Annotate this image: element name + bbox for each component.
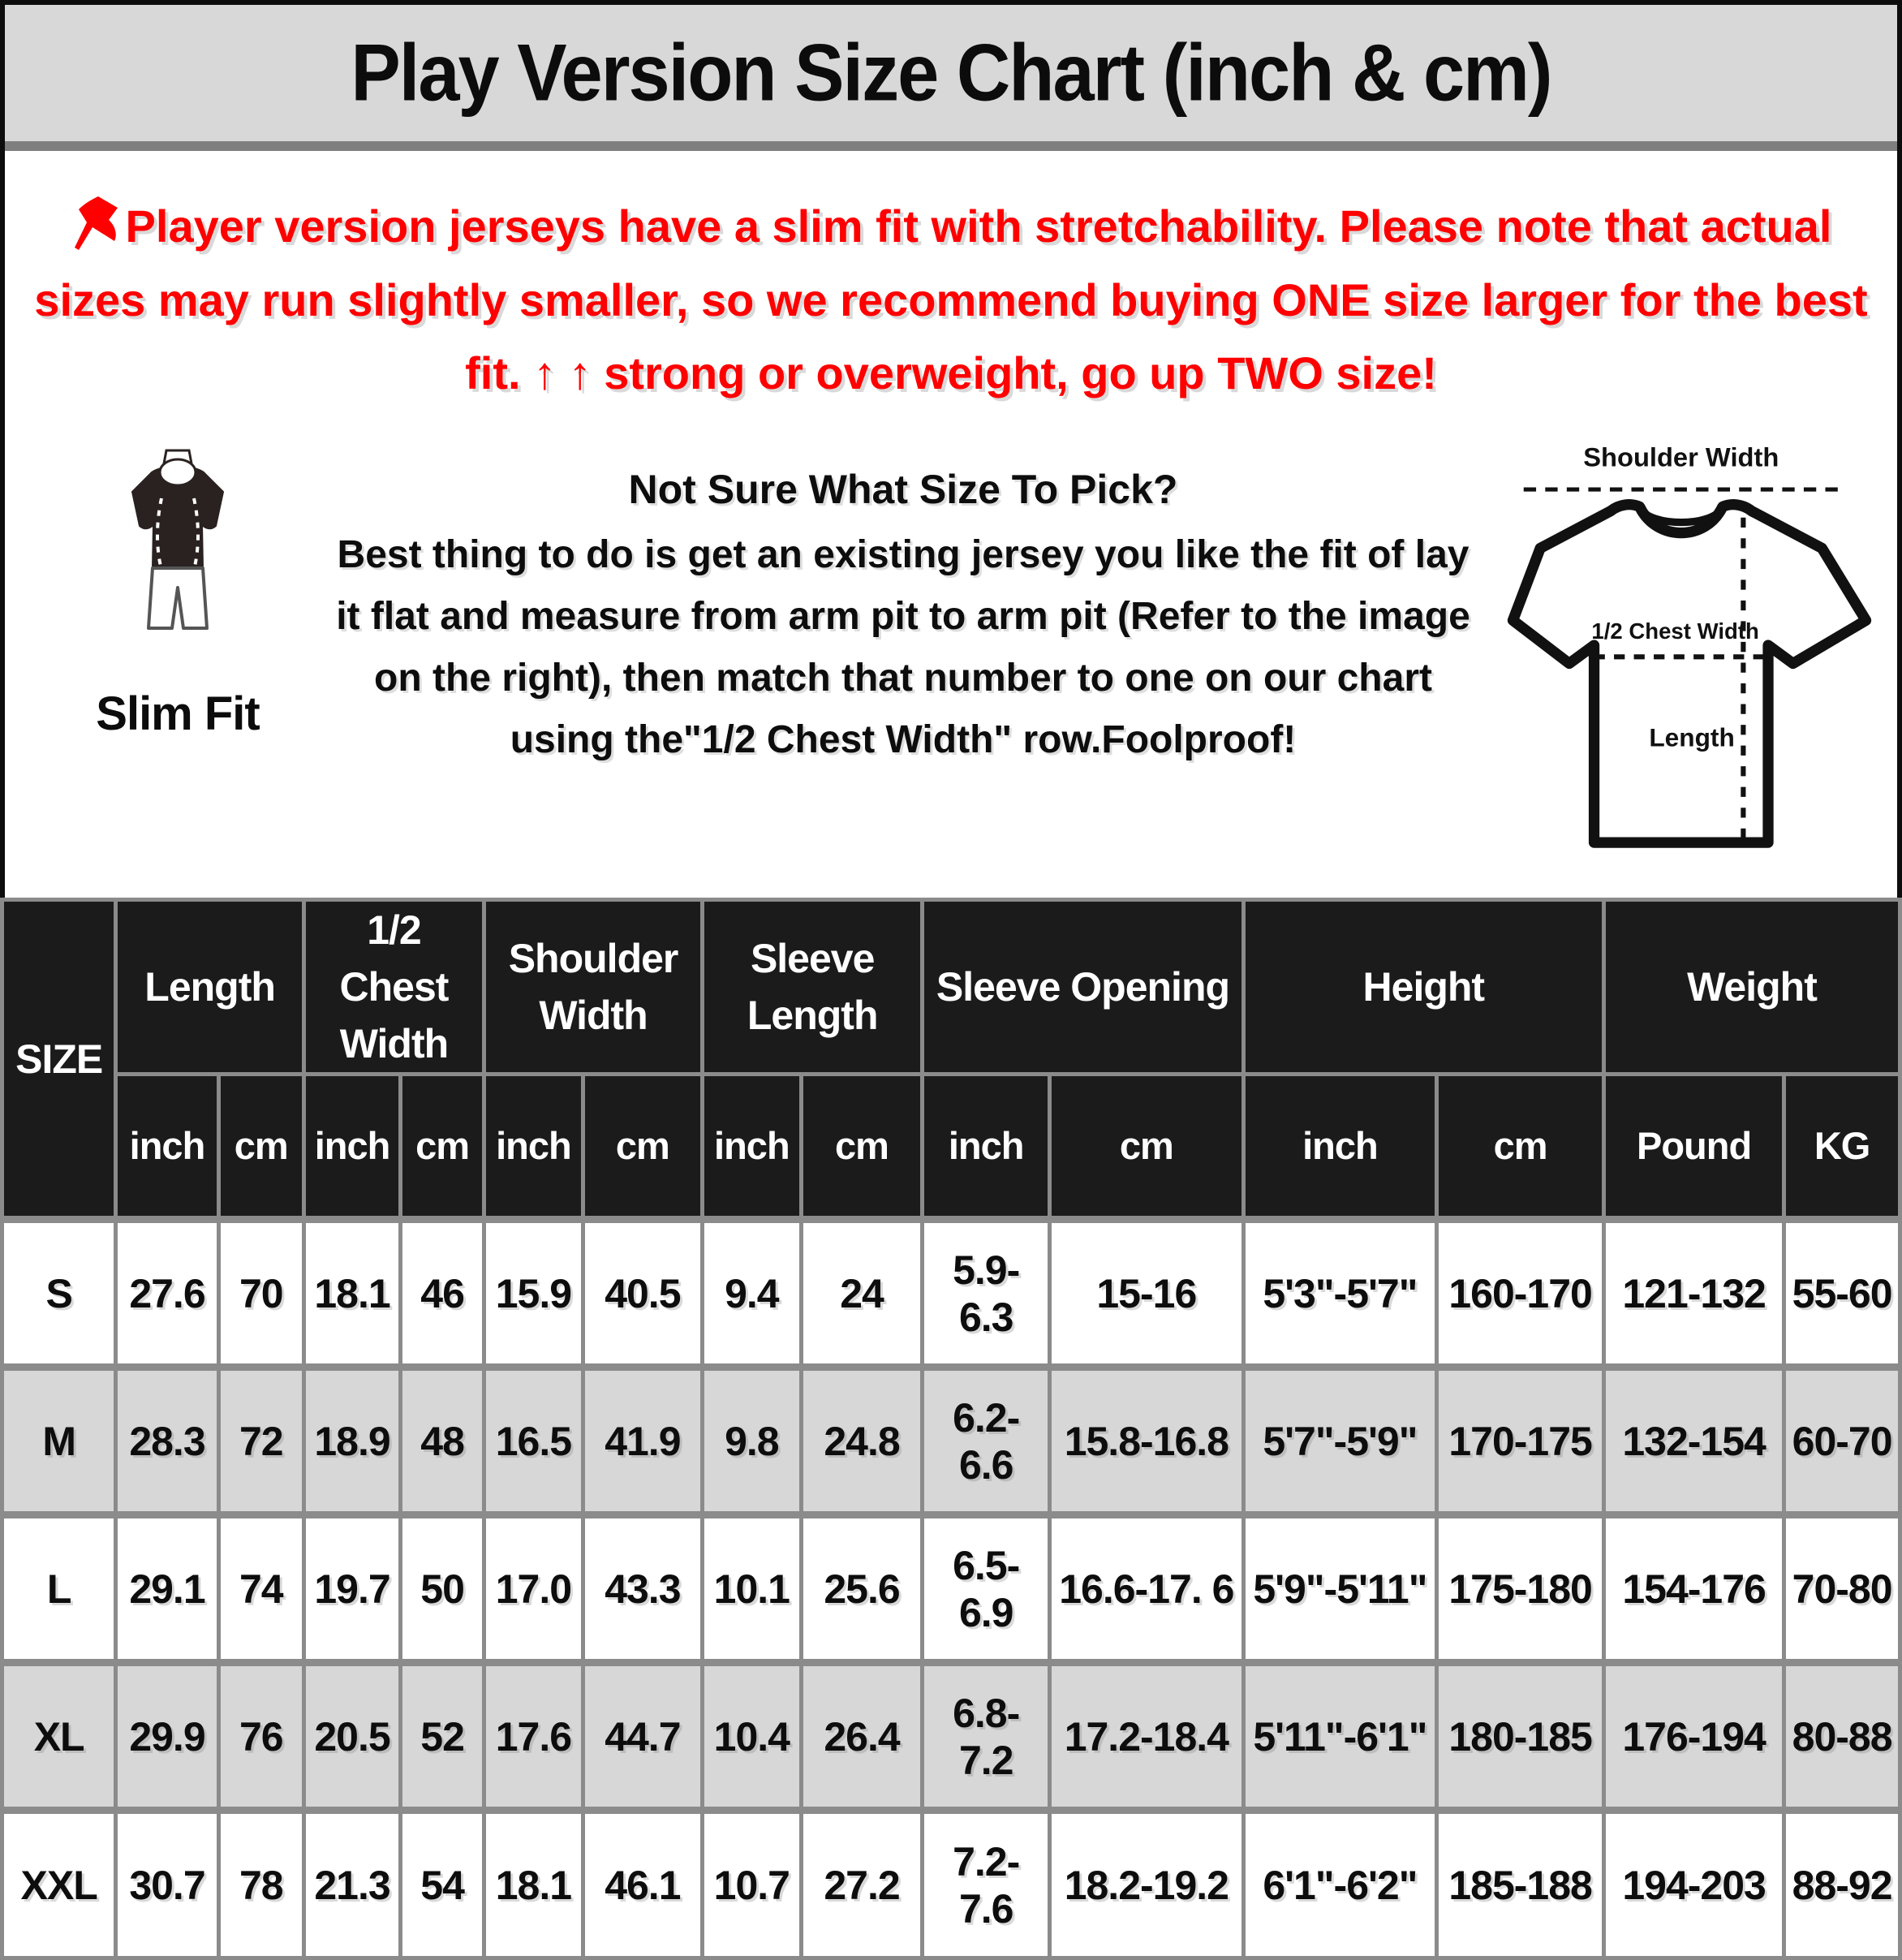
notice-section bbox=[5, 151, 1897, 416]
group-header-half-chest-width: 1/2 Chest Width bbox=[303, 900, 484, 1075]
table-cell: 17.2-18.4 bbox=[1050, 1663, 1244, 1811]
table-cell: 72 bbox=[218, 1368, 303, 1515]
table-cell: 28.3 bbox=[116, 1368, 218, 1515]
table-cell: 194-203 bbox=[1604, 1811, 1784, 1958]
table-cell: 88-92 bbox=[1784, 1811, 1900, 1958]
table-cell: 16.5 bbox=[484, 1368, 583, 1515]
unit-header: inch bbox=[116, 1075, 218, 1220]
guide-body: Best thing to do is get an existing jersey you like the fit of lay it flat and measure from arm pit to arm pit (Refer to the image on the right), then match that number to one on our chart using the"1/2 Chest Width" row.Foolproof! bbox=[336, 533, 1470, 761]
table-cell: 30.7 bbox=[116, 1811, 218, 1958]
guide-heading: Not Sure What Size To Pick? bbox=[628, 467, 1178, 513]
table-cell: 6.5-6.9 bbox=[923, 1515, 1050, 1663]
table-cell: 15.8-16.8 bbox=[1050, 1368, 1244, 1515]
table-cell: 175-180 bbox=[1437, 1515, 1604, 1663]
unit-header: inch bbox=[703, 1075, 802, 1220]
table-row bbox=[2, 1220, 1900, 1368]
table-cell: 43.3 bbox=[583, 1515, 702, 1663]
slim-fit-figure bbox=[44, 437, 312, 741]
unit-header: KG bbox=[1784, 1075, 1900, 1220]
size-table-body bbox=[2, 1220, 1900, 1958]
table-cell: 170-175 bbox=[1437, 1368, 1604, 1515]
table-cell: 60-70 bbox=[1784, 1368, 1900, 1515]
table-cell: 50 bbox=[401, 1515, 484, 1663]
group-header-sleeve-opening: Sleeve Opening bbox=[923, 900, 1243, 1075]
unit-header: cm bbox=[401, 1075, 484, 1220]
table-cell: 21.3 bbox=[303, 1811, 400, 1958]
table-cell: 10.7 bbox=[703, 1811, 802, 1958]
table-cell: 78 bbox=[218, 1811, 303, 1958]
table-cell: 26.4 bbox=[801, 1663, 923, 1811]
table-cell: 5'3"-5'7" bbox=[1243, 1220, 1437, 1368]
table-cell: 5'7"-5'9" bbox=[1243, 1368, 1437, 1515]
table-cell: 29.9 bbox=[116, 1663, 218, 1811]
table-cell: 5'11"-6'1" bbox=[1243, 1663, 1437, 1811]
unit-header: inch bbox=[303, 1075, 400, 1220]
table-cell: 9.8 bbox=[703, 1368, 802, 1515]
table-cell: 5.9-6.3 bbox=[923, 1220, 1050, 1368]
table-cell: 154-176 bbox=[1604, 1515, 1784, 1663]
diagram-length-label: Length bbox=[1649, 722, 1735, 752]
table-cell: 29.1 bbox=[116, 1515, 218, 1663]
table-cell: 46 bbox=[401, 1220, 484, 1368]
table-cell: 52 bbox=[401, 1663, 484, 1811]
size-cell: XXL bbox=[2, 1811, 116, 1958]
table-cell: 9.4 bbox=[703, 1220, 802, 1368]
table-cell: 76 bbox=[218, 1663, 303, 1811]
measure-diagram bbox=[1495, 437, 1884, 891]
table-cell: 10.4 bbox=[703, 1663, 802, 1811]
table-cell: 18.9 bbox=[303, 1368, 400, 1515]
unit-header: cm bbox=[1437, 1075, 1604, 1220]
table-header-group-row bbox=[2, 900, 1900, 1075]
group-header-weight: Weight bbox=[1604, 900, 1900, 1075]
table-cell: 15-16 bbox=[1050, 1220, 1244, 1368]
size-cell: L bbox=[2, 1515, 116, 1663]
table-cell: 27.2 bbox=[801, 1811, 923, 1958]
table-cell: 41.9 bbox=[583, 1368, 702, 1515]
table-cell: 18.1 bbox=[303, 1220, 400, 1368]
size-column-header: SIZE bbox=[2, 900, 116, 1220]
unit-header: Pound bbox=[1604, 1075, 1784, 1220]
title-bar bbox=[5, 5, 1897, 151]
table-cell: 176-194 bbox=[1604, 1663, 1784, 1811]
pushpin-icon bbox=[71, 195, 123, 253]
table-row bbox=[2, 1811, 1900, 1958]
table-cell: 46.1 bbox=[583, 1811, 702, 1958]
size-guide-section bbox=[5, 416, 1897, 898]
table-cell: 18.1 bbox=[484, 1811, 583, 1958]
group-header-height: Height bbox=[1243, 900, 1603, 1075]
unit-header: inch bbox=[1243, 1075, 1437, 1220]
table-cell: 25.6 bbox=[801, 1515, 923, 1663]
size-cell: XL bbox=[2, 1663, 116, 1811]
unit-header: cm bbox=[801, 1075, 923, 1220]
table-cell: 20.5 bbox=[303, 1663, 400, 1811]
slim-fit-icon bbox=[84, 448, 272, 651]
group-header-shoulder-width: Shoulder Width bbox=[484, 900, 703, 1075]
unit-header: inch bbox=[484, 1075, 583, 1220]
table-cell: 6.8-7.2 bbox=[923, 1663, 1050, 1811]
table-cell: 70 bbox=[218, 1220, 303, 1368]
unit-header: inch bbox=[923, 1075, 1050, 1220]
table-cell: 74 bbox=[218, 1515, 303, 1663]
table-row bbox=[2, 1368, 1900, 1515]
group-header-length: Length bbox=[116, 900, 304, 1075]
table-cell: 55-60 bbox=[1784, 1220, 1900, 1368]
unit-header: cm bbox=[1050, 1075, 1244, 1220]
diagram-half-chest-label: 1/2 Chest Width bbox=[1591, 618, 1759, 644]
table-cell: 15.9 bbox=[484, 1220, 583, 1368]
size-cell: M bbox=[2, 1368, 116, 1515]
notice-text bbox=[16, 190, 1886, 411]
table-cell: 180-185 bbox=[1437, 1663, 1604, 1811]
table-header-unit-row bbox=[2, 1075, 1900, 1220]
unit-header: cm bbox=[218, 1075, 303, 1220]
table-cell: 160-170 bbox=[1437, 1220, 1604, 1368]
table-cell: 18.2-19.2 bbox=[1050, 1811, 1244, 1958]
table-cell: 54 bbox=[401, 1811, 484, 1958]
table-cell: 10.1 bbox=[703, 1515, 802, 1663]
table-cell: 27.6 bbox=[116, 1220, 218, 1368]
table-cell: 6.2-6.6 bbox=[923, 1368, 1050, 1515]
table-cell: 24 bbox=[801, 1220, 923, 1368]
table-cell: 7.2-7.6 bbox=[923, 1811, 1050, 1958]
size-table bbox=[0, 898, 1902, 1960]
table-cell: 17.0 bbox=[484, 1515, 583, 1663]
table-cell: 5'9"-5'11" bbox=[1243, 1515, 1437, 1663]
table-cell: 17.6 bbox=[484, 1663, 583, 1811]
table-row bbox=[2, 1663, 1900, 1811]
table-cell: 40.5 bbox=[583, 1220, 702, 1368]
table-cell: 6'1"-6'2" bbox=[1243, 1811, 1437, 1958]
page-title: Play Version Size Chart (inch & cm) bbox=[351, 28, 1551, 118]
unit-header: cm bbox=[583, 1075, 702, 1220]
table-cell: 24.8 bbox=[801, 1368, 923, 1515]
table-cell: 44.7 bbox=[583, 1663, 702, 1811]
table-cell: 132-154 bbox=[1604, 1368, 1784, 1515]
table-cell: 121-132 bbox=[1604, 1220, 1784, 1368]
table-cell: 19.7 bbox=[303, 1515, 400, 1663]
table-cell: 80-88 bbox=[1784, 1663, 1900, 1811]
diagram-shoulder-width-label: Shoulder Width bbox=[1583, 442, 1779, 472]
slim-fit-label: Slim Fit bbox=[96, 687, 260, 741]
guide-text bbox=[312, 437, 1495, 770]
table-cell: 70-80 bbox=[1784, 1515, 1900, 1663]
tshirt-measure-diagram-icon bbox=[1495, 437, 1884, 891]
group-header-sleeve-length: Sleeve Length bbox=[703, 900, 923, 1075]
size-cell: S bbox=[2, 1220, 116, 1368]
table-cell: 48 bbox=[401, 1368, 484, 1515]
table-cell: 16.6-17. 6 bbox=[1050, 1515, 1244, 1663]
table-cell: 185-188 bbox=[1437, 1811, 1604, 1958]
notice-text-content: Player version jerseys have a slim fit with stretchability. Please note that actual sizes may run slightly smaller, so we recommend buying ONE size larger for the best fit. ↑ ↑ strong or overweight, go up TWO size! bbox=[34, 200, 1868, 399]
table-row bbox=[2, 1515, 1900, 1663]
